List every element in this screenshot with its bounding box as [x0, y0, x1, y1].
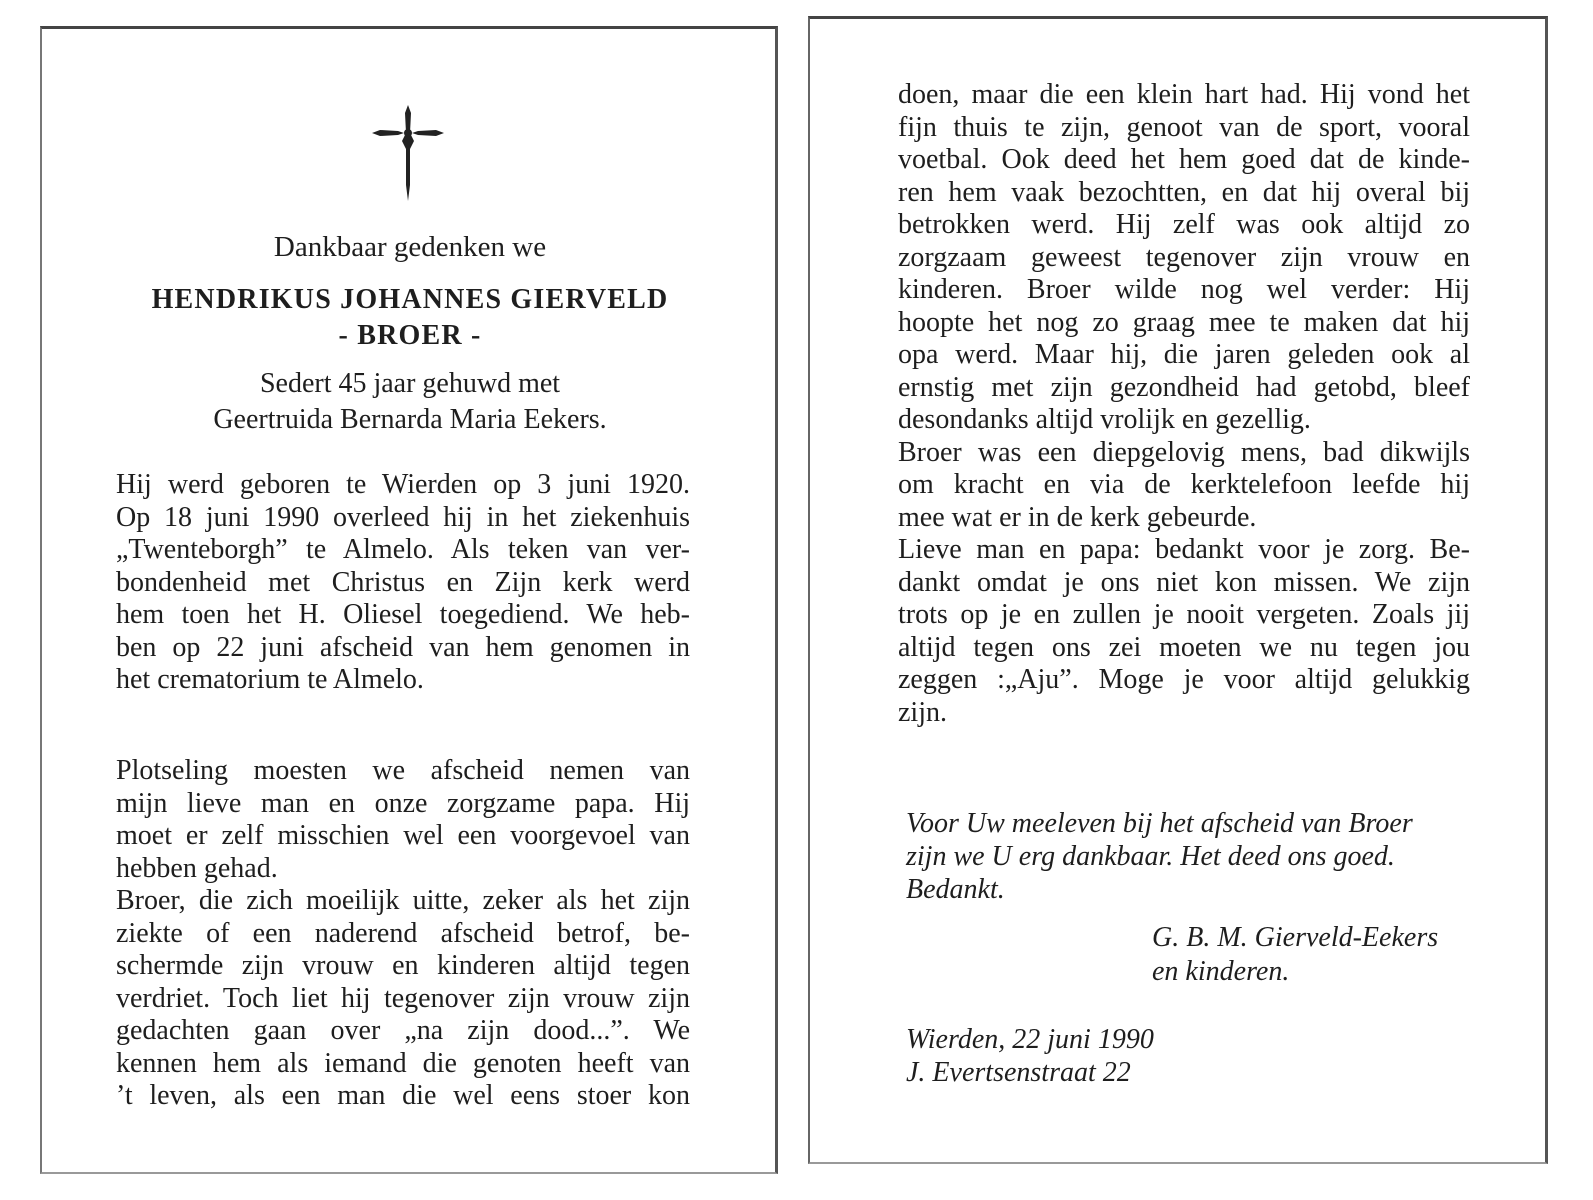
married-line: Geertruida Bernarda Maria Eekers.	[213, 404, 607, 435]
text-line: fijn thuis te zijn, genoot van de sport, vooral	[898, 111, 1470, 143]
text-line: ren hem vaak bezochtten, en dat hij overal bij	[898, 176, 1470, 208]
text-line: ernstig met zijn gezondheid had getobd, bleef	[898, 371, 1470, 403]
thanks-line: zijn we U erg dankbaar. Het deed ons goed.	[906, 841, 1395, 872]
place-date: Wierden, 22 juni 1990	[906, 1024, 1154, 1055]
text-line: Broer, die zich moeilijk uitte, zeker als het zijn	[116, 885, 690, 916]
text-line: ziekte of een naderend afscheid betrof, be-	[116, 917, 690, 949]
text-line: opa werd. Maar hij, die jaren geleden ook al	[898, 339, 1470, 370]
text-line: Hij werd geboren te Wierden op 3 juni 1920.	[116, 469, 690, 500]
text-line: zijn.	[898, 696, 947, 728]
text-line: hebben gehad.	[116, 852, 278, 884]
text-line: moet er zelf misschien wel een voorgevoel van	[116, 820, 690, 851]
text-line: schermde zijn vrouw en kinderen altijd tegen	[116, 950, 690, 981]
text-line: het crematorium te Almelo.	[116, 664, 424, 695]
text-line: desondanks altijd vrolijk en gezellig.	[898, 404, 1311, 435]
memorial-card-right	[808, 16, 1548, 1164]
street-address: J. Evertsenstraat 22	[906, 1057, 1131, 1088]
text-line: voetbal. Ook deed het hem goed dat de kinde-	[898, 144, 1470, 175]
married-line: Sedert 45 jaar gehuwd met	[259, 368, 561, 399]
thanks-line: Voor Uw meeleven bij het afscheid van Broer	[906, 808, 1413, 839]
text-line: hoopte het nog zo graag mee te maken dat hij	[898, 306, 1470, 338]
signature-line: G. B. M. Gierveld-Eekers	[1152, 922, 1439, 953]
deceased-name: HENDRIKUS JOHANNES GIERVELD	[151, 284, 669, 315]
birth-death-paragraph	[116, 469, 690, 697]
text-line: „Twenteborgh” te Almelo. Als teken van ver-	[116, 534, 690, 565]
text-line: betrokken werd. Hij zelf was ook altijd zo	[898, 209, 1470, 240]
text-line: zorgzaam geweest tegenover zijn vrouw en	[898, 241, 1470, 273]
text-line: bondenheid met Christus en Zijn kerk werd	[116, 566, 690, 598]
text-line: zeggen :„Aju”. Moge je voor altijd gelukkig	[898, 664, 1470, 695]
address-block	[906, 1023, 1306, 1089]
text-line: Plotseling moesten we afscheid nemen van	[116, 755, 690, 786]
text-line: mee wat er in de kerk gebeurde.	[898, 501, 1257, 533]
text-line: altijd tegen ons zei moeten we nu tegen jou	[898, 631, 1470, 663]
text-line: dankt omdat je ons niet kon missen. We zijn	[898, 566, 1470, 598]
text-line: mijn lieve man en onze zorgzame papa. Hij	[116, 787, 690, 819]
text-line: trots op je en zullen je nooit vergeten. Zoals jij	[898, 599, 1470, 630]
text-line: doen, maar die een klein hart had. Hij vond het	[898, 79, 1470, 110]
thanks-note	[906, 807, 1476, 906]
text-line: gedachten gaan over „na zijn dood...”. We	[116, 1015, 690, 1046]
text-line: kinderen. Broer wilde nog wel verder: Hij	[898, 274, 1470, 305]
text-line: Broer was een diepgelovig mens, bad dikwijls	[898, 436, 1470, 468]
thanks-line: Bedankt.	[906, 874, 1005, 905]
text-line: verdriet. Toch liet hij tegenover zijn vrouw zijn	[116, 982, 690, 1014]
text-line: om kracht en via de kerktelefoon leefde hij	[898, 469, 1470, 500]
text-line: ben op 22 juni afscheid van hem genomen in	[116, 631, 690, 663]
signature-line: en kinderen.	[1152, 956, 1290, 987]
deceased-nickname: - BROER -	[338, 320, 482, 351]
memorial-paragraph-continued	[898, 79, 1470, 729]
text-line: kennen hem als iemand die genoten heeft van	[116, 1047, 690, 1079]
text-line: Lieve man en papa: bedankt voor je zorg. Be-	[898, 534, 1470, 565]
text-line: ’t leven, als een man die wel eens stoer kon	[116, 1080, 690, 1111]
signature-block	[1152, 921, 1492, 989]
text-line: hem toen het H. Oliesel toegediend. We heb-	[116, 599, 690, 630]
text-line: Op 18 juni 1990 overleed hij in het ziekenhuis	[116, 501, 690, 533]
intro-line: Dankbaar gedenken we	[273, 231, 547, 263]
married-text	[102, 366, 718, 438]
memorial-card-left	[40, 26, 778, 1174]
cross-icon	[370, 103, 446, 203]
memorial-paragraph	[116, 755, 690, 1113]
